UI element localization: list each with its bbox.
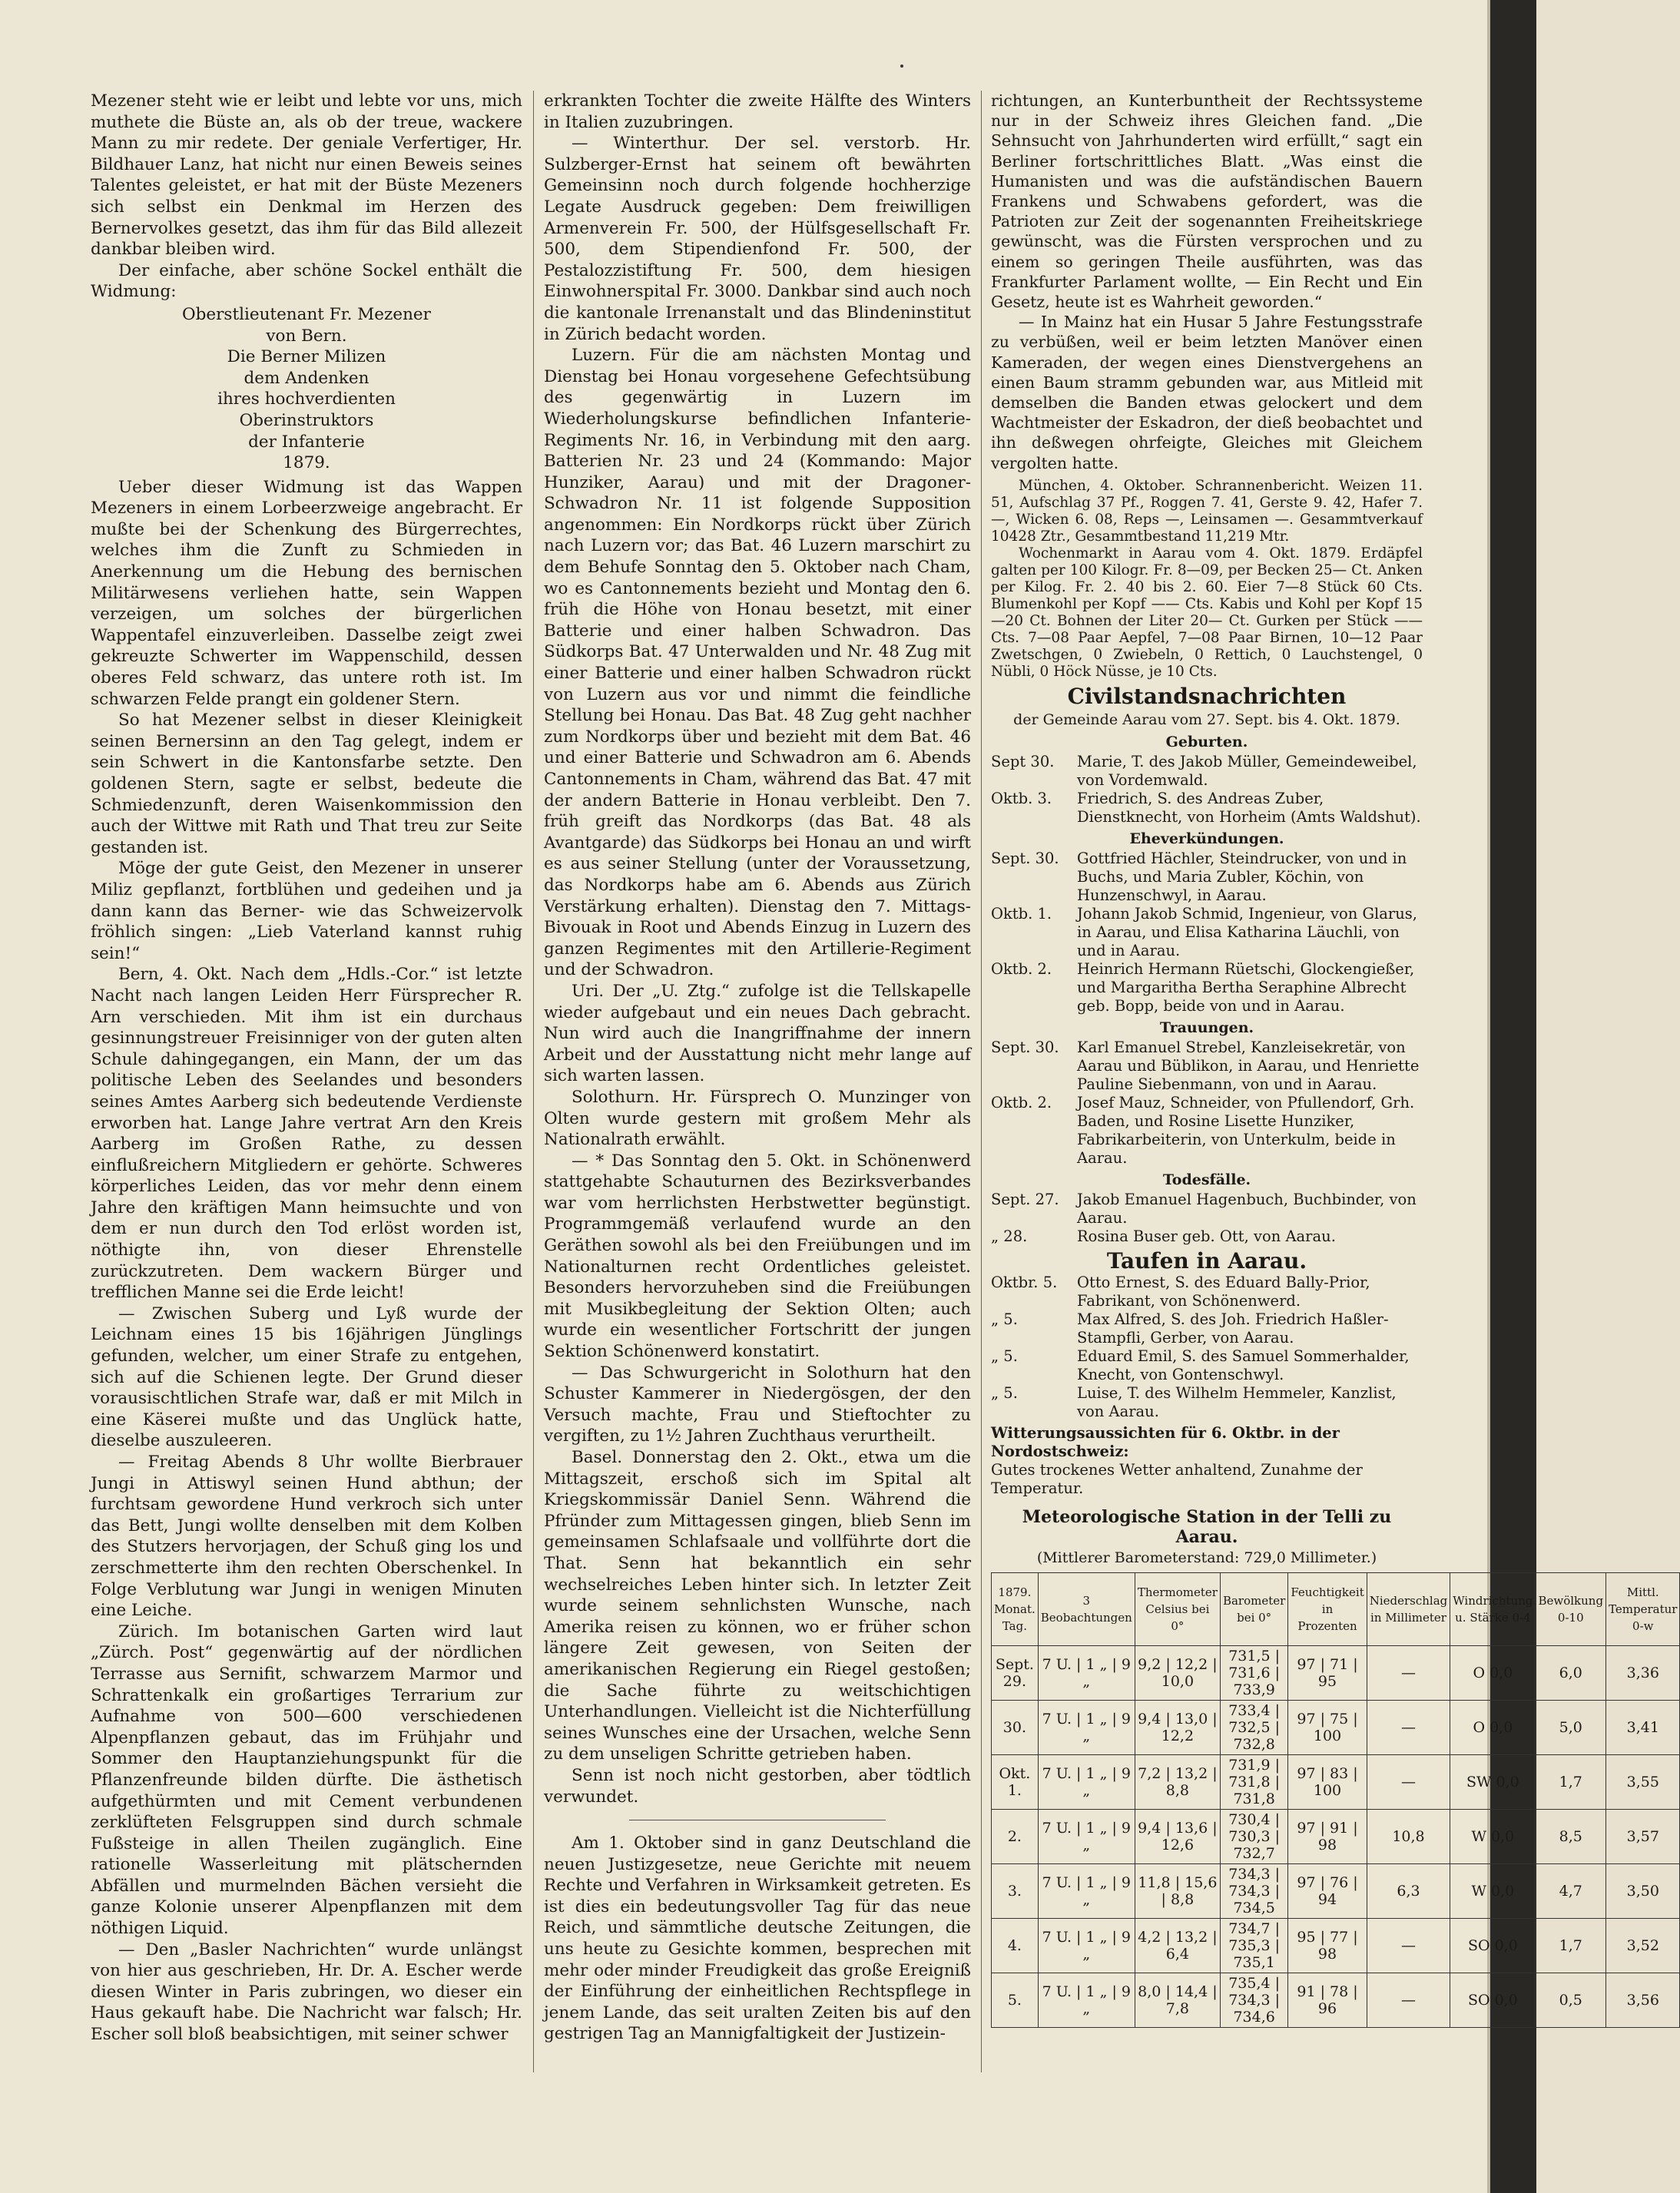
column-header: Bewölkung 0-10	[1536, 1572, 1606, 1645]
civil-registry-heading: Civilstandsnachrichten	[1067, 683, 1347, 709]
table-cell-times: 7 U. | 1 „ | 9 „	[1038, 1754, 1135, 1809]
table-cell-hum: 95 | 77 | 98	[1288, 1918, 1367, 1973]
table-cell-temp: 8,0 | 14,4 | 7,8	[1135, 1973, 1220, 2027]
table-cell-hum: 97 | 71 | 95	[1288, 1645, 1367, 1700]
table-cell-mean: 3,56	[1606, 1973, 1680, 2027]
table-header-row	[992, 1572, 1680, 1645]
article-text: Basel. Donnerstag den 2. Okt., etwa um die Mittagszeit, erschoß sich im Spital alt Kriegskommissär Daniel Senn. Während die Pfründer zum Mittagessen gingen, blieb Senn im gemeinsamen Schlafsaale und vollführte dort die That. Senn hat bekanntlich ein sehr wechselreiches Leben hinter sich. In letzter Zeit wurde seinem sehnlichsten Wunsche, nach Amerika reisen zu können, wo er früher schon längere Zeit gewesen, von Seiten der amerikanischen Regierung ein Riegel gestoßen; die Sache führte zu weitschichtigen Unterhandlungen. Vielleicht ist die Nichterfüllung seines Wunsches eine der Ursachen, welche Senn zu dem unseligen Schritte getrieben haben.	[544, 1448, 971, 1764]
table-cell-cloud: 5,0	[1536, 1700, 1606, 1754]
list-item: Sept. 30. Karl Emanuel Strebel, Kanzleisekretär, von Aarau und Büblikon, in Aarau, und Henriette Pauline Siebenmann, von und in Aarau.	[991, 1039, 1420, 1094]
article-text: Senn ist noch nicht gestorben, aber tödtlich verwundet.	[544, 1765, 971, 1807]
column-1	[91, 91, 522, 2046]
article-text: Mezener steht wie er leibt und lebte vor uns, mich muthete die Büste an, als ob der treue, wackere Mann zu mir redete. Der geniale Verfertiger, Hr. Bildhauer Lanz, hat nicht nur einen Beweis seines Talentes geleistet, er hat mit der Büste Mezeners sich selbst ein Denkmal im Herzen des Bernervolkes gesetzt, das ihm für das Bild allezeit dankbar bleiben wird.	[91, 91, 522, 260]
table-cell-wind: SO 0,0	[1450, 1918, 1536, 1973]
article-text: — Zwischen Suberg und Lyß wurde der Leichnam eines 15 bis 16jährigen Jünglings gefunden, welcher, um einer Strafe zu entgehen, sich auf die Schienen legte. Der Grund dieser vorausischtlichen Strafe war, daß er mit Milch in eine Käserei mußte und das Unglück hatte, dieselbe auszuleeren.	[91, 1304, 522, 1451]
article-text: — Das Schwurgericht in Solothurn hat den Schuster Kammerer in Niedergösgen, der den Versuch machte, Frau und Stieftochter zu vergiften, zu 1½ Jahren Zuchthaus verurtheilt.	[544, 1363, 971, 1446]
table-cell-mean: 3,36	[1606, 1645, 1680, 1700]
table-cell-rain: —	[1367, 1645, 1450, 1700]
table-cell-mean: 3,52	[1606, 1918, 1680, 1973]
meteo-table-body	[992, 1645, 1680, 2027]
column-header: Mittl. Temperatur 0-w	[1606, 1572, 1680, 1645]
table-cell-rain: —	[1367, 1754, 1450, 1809]
table-row	[992, 1645, 1680, 1700]
banns-heading: Eheverkündungen.	[1129, 830, 1284, 848]
table-cell-day: 2.	[992, 1809, 1039, 1863]
table-cell-mean: 3,41	[1606, 1700, 1680, 1754]
table-cell-baro: 734,3 | 734,3 | 734,5	[1220, 1863, 1287, 1918]
column-header: Windrichtung u. Stärke 0-4	[1450, 1572, 1536, 1645]
article-text: — In Mainz hat ein Husar 5 Jahre Festungsstrafe zu verbüßen, weil er beim letzten Manöver einen Kameraden, der wegen eines Dienstvergehens an einen Baum stramm gebunden war, aus Mitleid mit demselben die Banden etwas gelockert und dem Wachtmeister der Eskadron, der dieß beobachtet und ihn deßwegen ohrfeigte, Gleiches mit Gleichem vergolten hatte.	[991, 313, 1423, 472]
weather-forecast: Gutes trockenes Wetter anhaltend, Zunahme der Temperatur.	[991, 1461, 1363, 1498]
list-item: Sept 30. Marie, T. des Jakob Müller, Gemeindeweibel, von Vordemwald.	[991, 753, 1417, 790]
table-cell-times: 7 U. | 1 „ | 9 „	[1038, 1645, 1135, 1700]
market-report: Wochenmarkt in Aarau vom 4. Okt. 1879. Erdäpfel galten per 100 Kilogr. Fr. 8—09, per Becken 25— Ct. Anken per Kilog. Fr. 2. 40 bis 2. 60. Eier 7—8 Stück 60 Cts. Blumenkohl per Kopf —— Cts. Kabis und Kohl per Kopf 15—20 Ct. Bohnen der Liter 20— Ct. Gurken per Stück —— Cts. 7—08 Paar Aepfel, 7—08 Paar Birnen, 10—12 Paar Zwetschgen, 0 Zwiebeln, 0 Rettich, 0 Lauchstengel, 0 Nübli, 0 Höck Nüsse, je 10 Cts.	[991, 545, 1423, 680]
table-cell-mean: 3,50	[1606, 1863, 1680, 1918]
list-item: Oktb. 2. Josef Mauz, Schneider, von Pfullendorf, Grh. Baden, und Rosine Lisette Hunziker, Fabrikarbeiterin, von Unterkulm, beide in Aarau.	[991, 1094, 1415, 1168]
table-cell-baro: 730,4 | 730,3 | 732,7	[1220, 1809, 1287, 1863]
article-text: So hat Mezener selbst in dieser Kleinigkeit seinen Bernersinn an den Tag gelegt, indem er sein Schwert in die Kantonsfarbe setzte. Den goldenen Stern, sagte er selbst, bedeute die Schmiedenzunft, deren Waisenkommission den auch der Wittwe mit Rath und That treu zur Seite gestanden ist.	[91, 711, 522, 857]
table-cell-day: 3.	[992, 1863, 1039, 1918]
dedication-line: Oberstlieutenant Fr. Mezener	[182, 304, 431, 324]
column-header: Barometer bei 0°	[1220, 1572, 1287, 1645]
table-cell-baro: 734,7 | 735,3 | 735,1	[1220, 1918, 1287, 1973]
table-cell-hum: 91 | 78 | 96	[1288, 1973, 1367, 2027]
table-cell-day: Okt. 1.	[992, 1754, 1039, 1809]
table-row	[992, 1863, 1680, 1918]
table-cell-times: 7 U. | 1 „ | 9 „	[1038, 1809, 1135, 1863]
table-cell-temp: 11,8 | 15,6 | 8,8	[1135, 1863, 1220, 1918]
article-text: Ueber dieser Widmung ist das Wappen Mezeners in einem Lorbeerzweige angebracht. Er mußte bei der Schenkung des Bürgerrechtes, welches ihm die Zunft zu Schmieden in Anerkennung um die Hebung des bernischen Militärwesens verliehen hatte, sein Wappen verzeigen, um solches der bürgerlichen Wappentafel einzuverleiben. Dasselbe zeigt zwei gekreuzte Schwerter im Wappenschild, dessen oberes Feld schwarz, das untere roth ist. Im schwarzen Felde prangt ein goldener Stern.	[91, 477, 522, 709]
baptisms-heading: Taufen in Aarau.	[1106, 1248, 1307, 1274]
table-cell-day: Sept. 29.	[992, 1645, 1039, 1700]
table-cell-mean: 3,57	[1606, 1809, 1680, 1863]
column-header: 3 Beobachtungen	[1038, 1572, 1135, 1645]
list-item: „ 5. Eduard Emil, S. des Samuel Sommerhalder, Knecht, von Gontenschwyl.	[991, 1347, 1410, 1384]
table-cell-rain: 6,3	[1367, 1863, 1450, 1918]
list-item: Oktb. 3. Friedrich, S. des Andreas Zuber, Dienstknecht, von Horheim (Amts Waldshut).	[991, 790, 1421, 827]
table-cell-times: 7 U. | 1 „ | 9 „	[1038, 1918, 1135, 1973]
table-cell-temp: 9,4 | 13,6 | 12,6	[1135, 1809, 1220, 1863]
dedication-line: 1879.	[283, 453, 330, 473]
table-cell-hum: 97 | 91 | 98	[1288, 1809, 1367, 1863]
table-row	[992, 1809, 1680, 1863]
table-cell-wind: O 0,0	[1450, 1700, 1536, 1754]
civil-registry	[991, 733, 1423, 1498]
table-cell-times: 7 U. | 1 „ | 9 „	[1038, 1973, 1135, 2027]
table-cell-wind: SO 0,0	[1450, 1973, 1536, 2027]
list-item: Oktb. 2. Heinrich Hermann Rüetschi, Glockengießer, und Margaritha Bertha Seraphine Albrecht geb. Bopp, beide von und in Aarau.	[991, 960, 1415, 1015]
table-cell-times: 7 U. | 1 „ | 9 „	[1038, 1863, 1135, 1918]
article-text: Solothurn. Hr. Fürsprech O. Munzinger von Olten wurde gestern mit großem Mehr als Nationalrath erwählt.	[544, 1087, 971, 1150]
article-text: — * Das Sonntag den 5. Okt. in Schönenwerd stattgehabte Schauturnen des Bezirksverbandes war vom herrlichsten Herbstwetter begünstigt. Programmgemäß verlaufend wurde an den Geräthen sowohl als bei den Freiübungen und im Nationalturnen recht Ordentliches geleistet. Besonders hervorzuheben sind die Freiübungen mit Musikbegleitung der Sektion Olten; auch wurde ein wesentlicher Fortschritt der jungen Sektion Schönenwerd konstatirt.	[544, 1151, 971, 1362]
list-item: „ 5. Luise, T. des Wilhelm Hemmeler, Kanzlist, von Aarau.	[991, 1384, 1397, 1421]
table-cell-day: 4.	[992, 1918, 1039, 1973]
table-cell-cloud: 0,5	[1536, 1973, 1606, 2027]
weather-forecast-heading: Witterungsaussichten für 6. Oktbr. in der Nordostschweiz:	[991, 1424, 1340, 1461]
table-cell-wind: W 0,0	[1450, 1863, 1536, 1918]
table-row	[992, 1700, 1680, 1754]
list-item: „ 5. Max Alfred, S. des Joh. Friedrich Haßler-Stampfli, Gerber, von Aarau.	[991, 1310, 1389, 1347]
table-cell-cloud: 8,5	[1536, 1809, 1606, 1863]
table-row	[992, 1973, 1680, 2027]
list-item: Oktb. 1. Johann Jakob Schmid, Ingenieur, von Glarus, in Aarau, und Elisa Katharina Läuchli, von und in Aarau.	[991, 905, 1417, 960]
market-report: München, 4. Oktober. Schrannenbericht. Weizen 11. 51, Aufschlag 37 Pf., Roggen 7. 41, Gerste 9. 42, Hafer 7. —, Wicken 6. 08, Reps —, Leinsamen —. Gesammtverkauf 10428 Ztr., Gesammtbestand 11,219 Mtr.	[991, 477, 1423, 545]
table-cell-hum: 97 | 83 | 100	[1288, 1754, 1367, 1809]
table-cell-rain: —	[1367, 1973, 1450, 2027]
table-cell-mean: 3,55	[1606, 1754, 1680, 1809]
table-cell-hum: 97 | 76 | 94	[1288, 1863, 1367, 1918]
article-text: Zürich. Im botanischen Garten wird laut „Zürch. Post“ gegenwärtig auf der nördlichen Terrasse aus Sernifit, schwarzem Marmor und Schrattenkalk ein großartiges Terrarium zur Aufnahme von 500—600 verschiedenen Alpenpflanzen gebaut, das im Frühjahr und Sommer den Hauptanziehungspunkt für die Pflanzenfreunde bilden dürfte. Die ästhetisch aufgethürmten und mit Cement verbundenen zerklüfteten Felsgruppen sind durch schmale Fußsteige in allen Theilen zugänglich. Eine rationelle Wasserleitung mit plätschernden Abfällen und murmelnden Bächen versieht die ganze Kolonie unserer Alpenpflanzen mit dem nöthigen Liquid.	[91, 1622, 522, 1939]
table-cell-baro: 731,9 | 731,8 | 731,8	[1220, 1754, 1287, 1809]
column-rule-2	[981, 91, 982, 2072]
list-item: „ 28. Rosina Buser geb. Ott, von Aarau.	[991, 1227, 1336, 1246]
civil-registry-subheading: der Gemeinde Aarau vom 27. Sept. bis 4. Okt. 1879.	[1013, 711, 1400, 729]
dedication-line: der Infanterie	[248, 432, 365, 452]
table-cell-baro: 735,4 | 734,3 | 734,6	[1220, 1973, 1287, 2027]
table-cell-temp: 9,2 | 12,2 | 10,0	[1135, 1645, 1220, 1700]
table-cell-rain: 10,8	[1367, 1809, 1450, 1863]
article-text: erkrankten Tochter die zweite Hälfte des Winters in Italien zuzubringen.	[544, 91, 971, 132]
table-cell-rain: —	[1367, 1918, 1450, 1973]
table-cell-day: 5.	[992, 1973, 1039, 2027]
table-cell-baro: 733,4 | 732,5 | 732,8	[1220, 1700, 1287, 1754]
article-text: — Freitag Abends 8 Uhr wollte Bierbrauer Jungi in Attiswyl seinen Hund abthun; der furchtsam gewordene Hund verkroch sich unter das Bett, Jungi wollte denselben mit dem Kolben des Stutzers hervorjagen, der Schuß ging los und zerschmetterte ihm den rechten Oberschenkel. In Folge Verblutung war Jungi in wenigen Minuten eine Leiche.	[91, 1453, 522, 1621]
table-cell-wind: O 0,0	[1450, 1645, 1536, 1700]
column-header: Niederschlag in Millimeter	[1367, 1572, 1450, 1645]
table-cell-temp: 4,2 | 13,2 | 6,4	[1135, 1918, 1220, 1973]
meteo-station-subtitle: (Mittlerer Barometerstand: 729,0 Millimeter.)	[1036, 1549, 1377, 1566]
dedication-line: Oberinstruktors	[239, 410, 374, 430]
table-cell-cloud: 1,7	[1536, 1754, 1606, 1809]
table-cell-wind: SW 0,0	[1450, 1754, 1536, 1809]
column-3	[991, 91, 1678, 2028]
table-cell-baro: 731,5 | 731,6 | 733,9	[1220, 1645, 1287, 1700]
births-heading: Geburten.	[1165, 734, 1248, 751]
print-speck	[900, 65, 903, 68]
article-text: Am 1. Oktober sind in ganz Deutschland die neuen Justizgesetze, neue Gerichte mit neuem Rechte und Verfahren in Wirksamkeit getreten. Es ist dies ein bedeutungsvoller Tag für das neue Reich, und sämmtliche deutsche Zeitungen, die uns heute zu Gesichte kommen, besprechen mit mehr oder minder Freudigkeit das große Ereigniß der Einführung der einheitlichen Rechtspflege in jenem Lande, das seit uralten Zeiten bis auf den gestrigen Tag an Mannigfaltigkeit der Justizein-	[544, 1834, 971, 2044]
article-text: Der einfache, aber schöne Sockel enthält die Widmung:	[91, 260, 522, 302]
table-cell-rain: —	[1367, 1700, 1450, 1754]
column-rule-1	[533, 91, 534, 2072]
article-text: — Winterthur. Der sel. verstorb. Hr. Sulzberger-Ernst hat seinem oft bewährten Gemeinsinn noch durch folgende hochherzige Legate Ausdruck gegeben: Dem freiwilligen Armenverein Fr. 500, der Hülfsgesellschaft Fr. 500, dem Stipendienfond Fr. 500, der Pestalozzistiftung Fr. 500, dem hiesigen Einwohnerspital Fr. 3000. Dankbar sind auch noch die kantonale Irrenanstalt und das Blindeninstitut in Zürich bedacht worden.	[544, 134, 971, 344]
column-header: Thermometer Celsius bei 0°	[1135, 1572, 1220, 1645]
article-text: Uri. Der „U. Ztg.“ zufolge ist die Tellskapelle wieder aufgebaut und ein neues Dach gebracht. Nun wird auch die Inangriffnahme der innern Arbeit und der Ausstattung nicht mehr lange auf sich warten lassen.	[544, 981, 971, 1086]
dedication	[91, 304, 522, 474]
column-header: Feuchtigkeit in Prozenten	[1288, 1572, 1367, 1645]
table-cell-temp: 9,4 | 13,0 | 12,2	[1135, 1700, 1220, 1754]
dedication-line: dem Andenken	[244, 368, 369, 388]
dedication-line: ihres hochverdienten	[217, 389, 396, 409]
dedication-line: von Bern.	[266, 326, 347, 346]
list-item: Sept. 30. Gottfried Hächler, Steindrucker, von und in Buchs, und Maria Zubler, Köchin, von Hunzenschwyl, in Aarau.	[991, 850, 1407, 905]
article-text: richtungen, an Kunterbuntheit der Rechtssysteme nur in der Schweiz ihres Gleichen fand. „Die Sehnsucht von Jahrhunderten wird erfüllt,“ sagt ein Berliner fortschrittliches Blatt. „Was einst die Humanisten und was die aufständischen Bauern Frankens und Schwabens gefordert, was die Patrioten zur Zeit der sogenannten Freiheitskriege gewünscht, was die Fürsten versprochen und zu einem so geringen Theile ausführten, was das Frankfurter Parlament wollte, — Ein Recht und Ein Gesetz, heute ist es Wahrheit geworden.“	[991, 91, 1423, 312]
table-row	[992, 1918, 1680, 1973]
list-item: Oktbr. 5. Otto Ernest, S. des Eduard Bally-Prior, Fabrikant, von Schönenwerd.	[991, 1274, 1370, 1310]
column-header: 1879. Monat. Tag.	[992, 1572, 1039, 1645]
marriages-heading: Trauungen.	[1159, 1019, 1254, 1037]
column-2	[544, 91, 971, 2045]
dedication-line: Die Berner Milizen	[227, 347, 386, 367]
article-text: Luzern. Für die am nächsten Montag und Dienstag bei Honau vorgesehene Gefechtsübung des gegenwärtig in Luzern im Wiederholungskurse befindlichen Infanterie-Regiments Nr. 16, in Verbindung mit den aarg. Batterien Nr. 23 und 24 (Kommando: Major Hunziker, Aarau) und mit der Dragoner-Schwadron Nr. 11 ist folgende Supposition angenommen: Ein Nordkorps rückt über Zürich nach Luzern vor; das Bat. 46 Luzern marschirt zu dem Behufe Sonntag den 5. Oktober nach Cham, wo es Cantonnements bezieht und Montag den 6. früh die Höhe von Honau besetzt, mit einer Batterie und einer halben Schwadron. Das Südkorps Bat. 47 Unterwalden und Nr. 48 Zug mit einer Batterie und einer halben Schwadron rückt von Luzern aus vor und nimmt die feindliche Stellung bei Honau. Das Bat. 48 Zug geht nachher zum Nordkorps über und bezieht mit dem Bat. 46 und einer Batterie und Schwadron am 6. Abends Cantonnements in Cham, während das Bat. 47 mit der andern Batterie in Honau verbleibt. Den 7. früh greift das Nordkorps (das Bat. 48 als Avantgarde) das Südkorps bei Honau an und wirft es aus seiner Stellung (unter der Voraussetzung, das Nordkorps habe am 6. Abends aus Zürich Verstärkung erhalten). Dienstag den 7. Mittags-Bivouak in Root und Abends Einzug in Luzern des ganzen Regimentes mit den Artillerie-Regiment und der Schwadron.	[544, 346, 971, 980]
table-cell-cloud: 4,7	[1536, 1863, 1606, 1918]
deaths-heading: Todesfälle.	[1162, 1171, 1251, 1189]
article-text: — Den „Basler Nachrichten“ wurde unlängst von hier aus geschrieben, Hr. Dr. A. Escher werde diesen Winter in Paris zubringen, wo dieser ein Haus gekauft habe. Die Nachricht war falsch; Hr. Escher soll bloß beabsichtigen, mit seiner schwer	[91, 1940, 522, 2045]
table-row	[992, 1754, 1680, 1809]
table-cell-cloud: 6,0	[1536, 1645, 1606, 1700]
meteo-station-title: Meteorologische Station in der Telli zu Aarau.	[1022, 1507, 1392, 1548]
article-text: Möge der gute Geist, den Mezener in unserer Miliz gepflanzt, fortblühen und gedeihen und ja dann kann das Berner- wie das Schweizervolk fröhlich singen: „Lieb Vaterland kannst ruhig sein!“	[91, 859, 522, 963]
list-item: Sept. 27. Jakob Emanuel Hagenbuch, Buchbinder, von Aarau.	[991, 1191, 1417, 1227]
table-cell-day: 30.	[992, 1700, 1039, 1754]
meteo-table	[991, 1572, 1680, 2028]
table-cell-cloud: 1,7	[1536, 1918, 1606, 1973]
table-cell-wind: W 0,0	[1450, 1809, 1536, 1863]
article-text: Bern, 4. Okt. Nach dem „Hdls.-Cor.“ ist letzte Nacht nach langen Leiden Herr Fürsprecher R. Arn verschieden. Mit ihm ist ein durchaus gesinnungstreuer Freisinniger von der guten alten Schule dahingegangen, ein Mann, der um das politische Leben des Seelandes und besonders seines Amtes Aarberg sich bedeutende Verdienste erworben hat. Lange Jahre vertrat Arn den Kreis Aarberg im Großen Rathe, zu dessen einflußreichern Mitgliedern er gehörte. Schweres körperliches Leiden, das vor mehr denn einem Jahre den kräftigen Mann heimsuchte und von dem er nun durch den Tod erlöst worden ist, nöthigte ihn, von dieser Ehrenstelle zurückzutreten. Dem wackern Bürger und trefflichen Manne sei die Erde leicht!	[91, 965, 522, 1303]
table-cell-times: 7 U. | 1 „ | 9 „	[1038, 1700, 1135, 1754]
table-cell-temp: 7,2 | 13,2 | 8,8	[1135, 1754, 1220, 1809]
table-cell-hum: 97 | 75 | 100	[1288, 1700, 1367, 1754]
